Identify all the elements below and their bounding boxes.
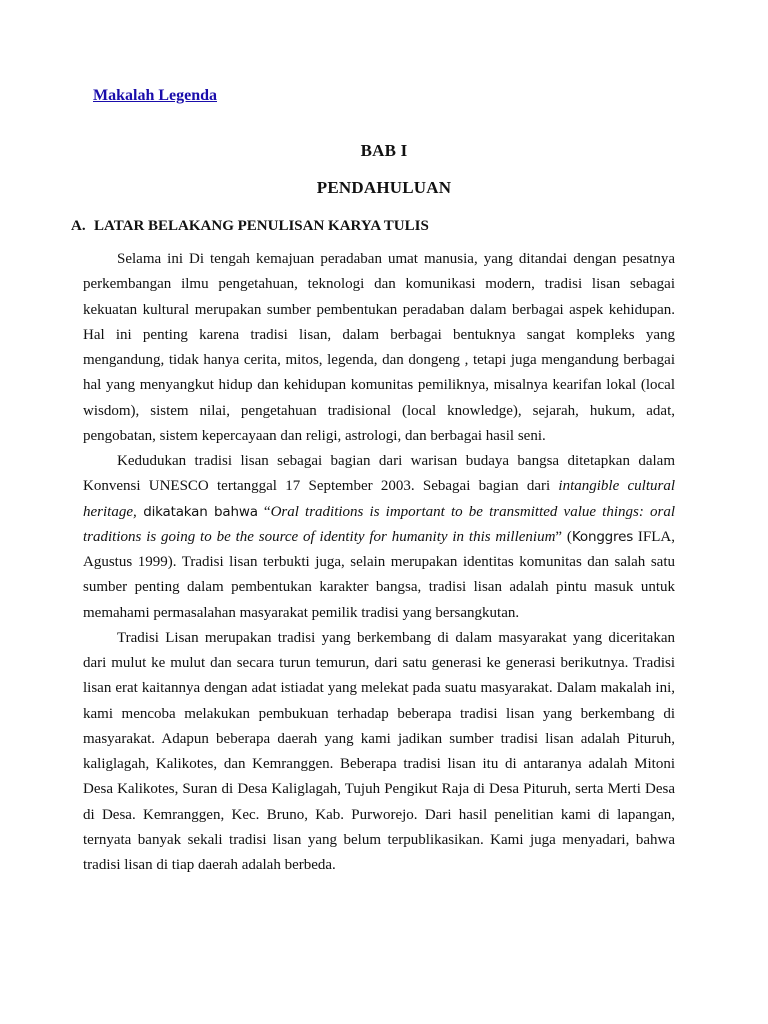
- paragraph-3: Tradisi Lisan merupakan tradisi yang berkembang di dalam masyarakat yang diceritakan dari mulut ke mulut dan secara turun temurun, dari satu generasi ke generasi berikutnya. Tradisi lisan erat kaitannya dengan adat istiadat yang melekat pada suatu masyarakat. Dalam makalah ini, kami mencoba melakukan pembukuan terhadap beberapa tradisi lisan yang berkembang di masyarakat. Adapun beberapa daerah yang kami jadikan sumber tradisi lisan adalah Pituruh, kaliglagah, Kalikotes, dan Kemranggen. Beberapa tradisi lisan itu di antaranya adalah Mitoni Desa Kalikotes, Suran di Desa Kaliglagah, Tujuh Pengikut Raja di Desa Pituruh, serta Merti Desa di Desa. Kemranggen, Kec. Bruno, Kab. Purworejo. Dari hasil penelitian kami di lapangan, ternyata banyak sekali tradisi lisan yang belum terpublikasikan. Kami juga menyadari, bahwa tradisi lisan di tiap daerah adalah berbeda.: [83, 629, 675, 873]
- chapter-title: PENDAHULUAN: [316, 178, 452, 197]
- paragraph-2: [83, 449, 675, 626]
- p2-italic-heritage: intangible cultural heritage,: [83, 478, 675, 520]
- body-text: [83, 247, 675, 878]
- p2-open-quote: “: [257, 503, 271, 520]
- section-number: A.: [71, 218, 86, 234]
- p2-text-konggres: Konggres: [571, 528, 634, 545]
- p2-text-h: IFLA, Agustus 1999). Tradisi lisan terbukti juga, selain merupakan identitas komunitas dan salah satu sumber penting dalam pembentukan karakter bangsa, tradisi lisan adalah pintu masuk untuk memahami permasalahan masyarakat pemilik tradisi yang bersangkutan.: [83, 528, 675, 621]
- p2-text-c: dikatakan bahwa: [136, 503, 258, 520]
- p2-italic-quote: Oral traditions is important to be transmitted value things: oral traditions is going to be the source of identity for humanity in this millenium: [83, 503, 675, 545]
- p2-close-quote: ” (: [555, 528, 572, 545]
- section-heading: [71, 218, 429, 235]
- paragraph-1: Selama ini Di tengah kemajuan peradaban umat manusia, yang ditandai dengan pesatnya perkembangan ilmu pengetahuan, teknologi dan komunikasi modern, tradisi lisan sebagai kekuatan kultural merupakan sumber pembentukan peradaban dalam berbagai aspek kehidupan. Hal ini penting karena tradisi lisan, dalam berbagai bentuknya sangat kompleks yang mengandung, tidak hanya cerita, mitos, legenda, dan dongeng , tetapi juga mengandung berbagai hal yang menyangkut hidup dan kehidupan komunitas pemiliknya, misalnya kearifan lokal (local wisdom), sistem nilai, pengetahuan tradisional (local knowledge), sejarah, hukum, adat, pengobatan, sistem kepercayaan dan religi, astrologi, dan berbagai hasil seni.: [83, 251, 675, 444]
- p2-text-a: Kedudukan tradisi lisan sebagai bagian dari warisan budaya bangsa ditetapkan dalam Konvensi UNESCO tertanggal 17 September 2003. Sebagai bagian dari: [83, 453, 675, 495]
- chapter-number: BAB I: [360, 141, 408, 160]
- document-title-link[interactable]: Makalah Legenda: [93, 87, 218, 104]
- section-title: LATAR BELAKANG PENULISAN KARYA TULIS: [94, 218, 429, 234]
